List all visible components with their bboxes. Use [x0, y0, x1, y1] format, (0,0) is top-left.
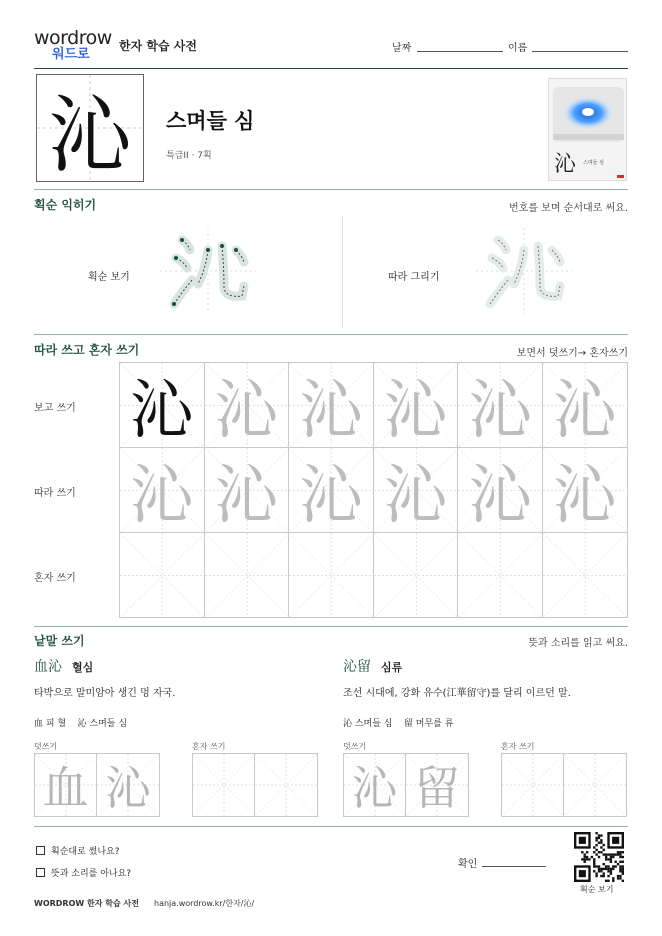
checklist-item-1[interactable] — [36, 844, 120, 857]
date-line[interactable] — [417, 51, 503, 52]
practice-cell[interactable] — [205, 363, 290, 448]
qr-code[interactable] — [574, 832, 624, 882]
cell-guide-lines — [193, 754, 255, 816]
stroke-section-note: 번호를 보며 순서대로 써요. — [509, 203, 628, 214]
book-thumbnail — [548, 78, 627, 181]
checklist-item-1-label: 획순대로 썼나요? — [51, 847, 120, 857]
stroke-view-diagram — [160, 228, 256, 314]
word-cell[interactable] — [344, 754, 406, 816]
practice-character: 沁 — [129, 374, 194, 448]
stroke-trace-label: 따라 그리기 — [388, 272, 440, 283]
practice-character: 沁 — [468, 374, 533, 448]
practice-cell[interactable] — [543, 533, 628, 618]
logo — [34, 28, 114, 64]
row-label-solo: 혼자 쓰기 — [34, 573, 76, 584]
stroke-trace-diagram[interactable] — [476, 228, 572, 314]
practice-character: 沁 — [383, 459, 448, 533]
word-cell[interactable] — [255, 754, 317, 816]
row-label-view: 보고 쓰기 — [34, 403, 76, 414]
word-2-reading: 심류 — [381, 661, 403, 674]
word-cell[interactable] — [406, 754, 468, 816]
practice-cell[interactable] — [374, 448, 459, 533]
word-1-hanja: 血沁 — [34, 659, 62, 675]
practice-character: 沁 — [552, 459, 617, 533]
cell-guide-lines — [502, 754, 564, 816]
cell-guide-lines — [120, 533, 205, 618]
name-line[interactable] — [532, 51, 628, 52]
confirm-label: 확인 — [458, 859, 478, 870]
checkbox-icon[interactable] — [36, 846, 45, 855]
confirm-line[interactable] — [482, 866, 546, 867]
rule-2 — [34, 334, 628, 335]
rule-1 — [34, 189, 628, 190]
hero-info: 특급II · 7획 — [166, 151, 212, 161]
practice-character: 沁 — [298, 459, 363, 533]
stroke-order-diagram — [160, 228, 256, 314]
cell-guide-lines — [374, 533, 459, 618]
practice-character: 沁 — [214, 459, 279, 533]
logo-wordmark: wordrow — [34, 27, 112, 49]
practice-section-title: 따라 쓰고 혼자 쓰기 — [34, 343, 140, 357]
thumbnail-character: 沁 — [554, 152, 577, 177]
header-subtitle: 한자 학습 사전 — [119, 39, 197, 53]
word-character: 留 — [414, 761, 460, 815]
word-2-trace-label: 덧쓰기 — [343, 742, 367, 751]
word-cell[interactable] — [502, 754, 564, 816]
stroke-trace-guide — [476, 228, 572, 314]
practice-cell[interactable] — [458, 533, 543, 618]
footer-url[interactable]: hanja.wordrow.kr/한자/沁/ — [154, 899, 255, 908]
qr-code-graphic — [574, 832, 624, 882]
practice-cell[interactable] — [289, 363, 374, 448]
practice-section-note: 보면서 덧쓰기→ 혼자쓰기 — [516, 348, 628, 359]
practice-cell[interactable] — [120, 363, 205, 448]
practice-character: 沁 — [298, 374, 363, 448]
qr-caption: 획순 보기 — [580, 885, 614, 894]
word-1-definition: 타박으로 말미암아 생긴 멍 자국. — [34, 688, 176, 699]
word-section-note: 뜻과 소리를 읽고 써요. — [528, 638, 628, 649]
cell-guide-lines — [564, 754, 626, 816]
checkbox-icon[interactable] — [36, 868, 45, 877]
practice-cell[interactable] — [120, 448, 205, 533]
stroke-section-title: 획순 익히기 — [34, 198, 97, 212]
cell-guide-lines — [458, 533, 543, 618]
date-label: 날짜 — [392, 43, 412, 54]
checklist-item-2[interactable] — [36, 866, 131, 879]
word-character: 沁 — [105, 761, 151, 815]
footer-brand: WORDROW 한자 학습 사전 — [34, 899, 139, 908]
cell-guide-lines — [205, 533, 290, 618]
cell-guide-lines — [543, 533, 628, 618]
word-character: 沁 — [351, 761, 398, 815]
practice-character: 沁 — [214, 374, 279, 448]
word-2-definition: 조선 시대에, 강화 유수(江華留守)를 달리 이르던 말. — [343, 688, 571, 699]
stroke-divider — [342, 216, 343, 328]
hero-character-box — [36, 74, 144, 182]
practice-cell[interactable] — [289, 448, 374, 533]
practice-cell[interactable] — [205, 448, 290, 533]
stroke-view-label: 획순 보기 — [88, 272, 130, 283]
word-2-hanja: 沁留 — [343, 659, 371, 675]
word-character: 血 — [42, 761, 89, 815]
logo-korean: 워드로 — [52, 47, 90, 62]
practice-character: 沁 — [383, 374, 448, 448]
cell-guide-lines — [255, 754, 317, 816]
word-cell[interactable] — [193, 754, 255, 816]
practice-character: 沁 — [552, 374, 617, 448]
thumbnail-caption: 스며들 심 — [583, 160, 604, 166]
practice-character: 沁 — [468, 459, 533, 533]
word-2-char-notes: 沁 스며들 심 留 머무를 류 — [343, 719, 454, 729]
word-cell[interactable] — [564, 754, 626, 816]
word-cell[interactable] — [97, 754, 159, 816]
practice-cell[interactable] — [374, 533, 459, 618]
hero-meaning: 스며들 심 — [166, 109, 255, 133]
word-1-solo-label: 혼자 쓰기 — [192, 742, 226, 751]
practice-cell[interactable] — [120, 533, 205, 618]
name-label: 이름 — [508, 43, 528, 54]
hero-character: 沁 — [47, 85, 132, 184]
row-label-trace: 따라 쓰기 — [34, 488, 76, 499]
practice-cell[interactable] — [543, 363, 628, 448]
practice-cell[interactable] — [205, 533, 290, 618]
word-1-char-notes: 血 피 혈 沁 스며들 심 — [34, 719, 128, 729]
practice-cell[interactable] — [543, 448, 628, 533]
word-cell[interactable] — [35, 754, 97, 816]
cell-guide-lines — [289, 533, 374, 618]
word-1-reading: 혈심 — [72, 661, 94, 674]
practice-cell[interactable] — [289, 533, 374, 618]
checklist-item-2-label: 뜻과 소리를 아나요? — [51, 869, 132, 879]
word-section-title: 낱말 쓰기 — [34, 634, 85, 648]
practice-cell[interactable] — [458, 448, 543, 533]
practice-cell[interactable] — [374, 363, 459, 448]
practice-cell[interactable] — [458, 363, 543, 448]
word-2-solo-label: 혼자 쓰기 — [501, 742, 535, 751]
rule-3 — [34, 626, 628, 627]
practice-character: 沁 — [129, 459, 194, 533]
word-1-trace-label: 덧쓰기 — [34, 742, 58, 751]
rule-4 — [34, 826, 628, 827]
